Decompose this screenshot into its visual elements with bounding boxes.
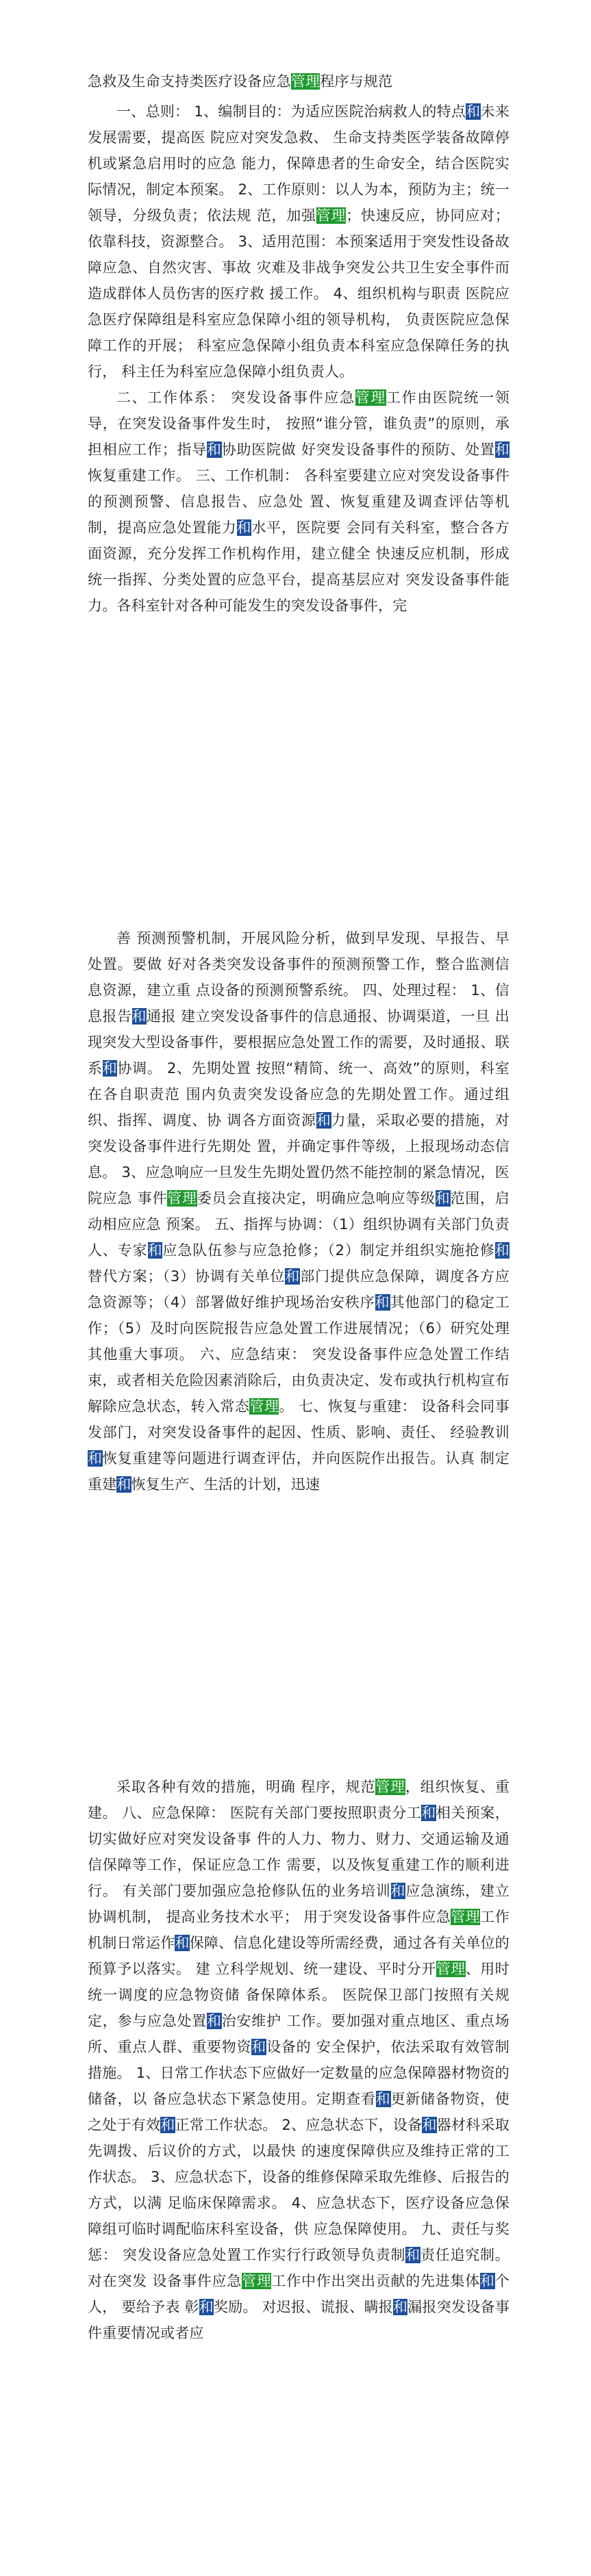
text-run: 善 预测预警机制，开展风险分析，做到早发现、早报告、早处置。要做 好对各类突发设备事件的预测预警工作，整合监测信息资源，建立重 点设备的预测预警系统。 四、处理过程： 1、信息报告 bbox=[88, 930, 510, 1025]
keyword-highlight-blue: 和 bbox=[390, 1883, 406, 1899]
keyword-highlight-green: 管理 bbox=[375, 1779, 405, 1795]
page-2-body bbox=[88, 925, 510, 1497]
keyword-highlight-blue: 和 bbox=[422, 2117, 437, 2133]
keyword-highlight-blue: 和 bbox=[131, 1008, 147, 1025]
keyword-highlight-blue: 和 bbox=[199, 2299, 214, 2315]
text-run: 更新储备物资，使之处于有效 bbox=[88, 2091, 510, 2133]
keyword-highlight-blue: 和 bbox=[316, 1112, 331, 1129]
keyword-highlight-blue: 和 bbox=[251, 2039, 267, 2055]
text-run: 范围，启动相应应急 预案。 五、指挥与协调：（1）组织协调有关部门负责人、专家 bbox=[88, 1190, 510, 1259]
text-run: ，组织恢复、重建。 八、应急保障： 医院有关部门要按照职责分工 bbox=[88, 1779, 510, 1821]
text-run: 程序与规范 bbox=[320, 73, 393, 90]
keyword-highlight-blue: 和 bbox=[236, 519, 252, 536]
document-title bbox=[88, 68, 510, 94]
page-1-body bbox=[88, 99, 510, 619]
text-run: 责任追究制。 对在突发 设备事件应急 bbox=[88, 2247, 510, 2289]
keyword-highlight-blue: 和 bbox=[480, 2273, 495, 2289]
text-run: 应急演练，建立协调机制， 提高业务技术水平； 用于突发设备事件应急 bbox=[88, 1883, 510, 1925]
page-3-body bbox=[88, 1774, 510, 2346]
text-run: 替代方案；（3）协调有关单位 bbox=[88, 1268, 286, 1285]
keyword-highlight-green: 管理 bbox=[167, 1190, 197, 1207]
keyword-highlight-green: 管理 bbox=[249, 1398, 279, 1415]
document-page-2 bbox=[88, 925, 510, 1497]
text-run: 工作由医院统一领导，在突发设备事件发生时， 按照“谁分管，谁负责”的原则，承担相应工作；指导 bbox=[88, 389, 510, 458]
keyword-highlight-blue: 和 bbox=[421, 1805, 436, 1821]
keyword-highlight-blue: 和 bbox=[494, 441, 510, 458]
keyword-highlight-blue: 和 bbox=[160, 2117, 175, 2133]
text-run: 保障、信息化建设等所需经费，通过各有关单位的预算予以落实。 建 立科学规划、统一建设、平时分开 bbox=[88, 1935, 510, 1977]
keyword-highlight-blue: 和 bbox=[88, 1450, 103, 1467]
keyword-highlight-blue: 和 bbox=[405, 2247, 421, 2263]
paragraph bbox=[88, 925, 510, 1497]
text-run: 器材科采取先调拨、后议价的方式，以最快 的速度保障供应及维持正常的工作状态。 3、应急状态下，设备的维修保障采取先维修、后报告的方式，以满 足临床保障需求。 4、应急状态下，医疗设备应急保障组可临时调配临床科室设备，供 应急保障使用。 九、责任与奖惩： 突发设备应急处置工作实行行政领导负责制 bbox=[88, 2117, 510, 2263]
text-run: 恢复生产、生活的计划，迅速 bbox=[131, 1476, 320, 1493]
keyword-highlight-blue: 和 bbox=[102, 1060, 118, 1077]
text-run: 急救及生命支持类医疗设备应急 bbox=[88, 73, 291, 90]
keyword-highlight-blue: 和 bbox=[147, 1242, 163, 1259]
text-run: 设备的 安全保护，依法采取有效管制措施。 1、日常工作状态下应做好一定数量的应急保障器材物资的储备，以 备应急状态下紧急使用。定期查看 bbox=[88, 2039, 510, 2107]
text-run: 工作中作出突出贡献的先进集体 bbox=[271, 2273, 481, 2289]
document-page-1 bbox=[88, 68, 510, 619]
text-run: 正常工作状态。 2、应急状态下，设备 bbox=[175, 2117, 423, 2133]
keyword-highlight-blue: 和 bbox=[175, 1935, 190, 1951]
text-run: 应急队伍参与应急抢修；（2）制定并组织实施抢修 bbox=[162, 1242, 495, 1259]
keyword-highlight-blue: 和 bbox=[375, 2091, 391, 2107]
text-run: 治安维护 工作。要加强对重点地区、重点场所、重点人群、重要物资 bbox=[88, 2013, 510, 2055]
keyword-highlight-blue: 和 bbox=[207, 2013, 222, 2029]
keyword-highlight-blue: 和 bbox=[207, 441, 222, 458]
text-run: 个人， 要给予表 彰 bbox=[88, 2273, 510, 2315]
text-run: 二、工作体系： 突发设备事件应急 bbox=[116, 389, 355, 406]
keyword-highlight-green: 管理 bbox=[451, 1909, 481, 1925]
document-page-3 bbox=[88, 1774, 510, 2346]
text-run: 恢复重建等问题进行调查评估，并向医院作出报告。认真 制定重建 bbox=[88, 1450, 510, 1493]
text-run: 协调。 2、先期处置 按照“精简、统一、高效”的原则，科室在各自职责范 围内负责突发设备应急的先期处置工作。通过组织、指挥、调度、协 调各方面资源 bbox=[88, 1060, 510, 1129]
text-run: 漏报突发设备事件重要情况或者应 bbox=[88, 2299, 510, 2341]
paragraph bbox=[88, 99, 510, 385]
text-run: 采取各种有效的措施，明确 程序，规范 bbox=[116, 1779, 376, 1795]
keyword-highlight-blue: 和 bbox=[466, 103, 481, 120]
keyword-highlight-blue: 和 bbox=[494, 1242, 510, 1259]
text-run: 部门提供应急保障，调度各方应急资源等；（4）部署做好维护现场治安秩序 bbox=[88, 1268, 510, 1311]
keyword-highlight-green: 管理 bbox=[316, 207, 347, 224]
paragraph bbox=[88, 1774, 510, 2346]
text-run: 委员会直接决定，明确应急响应等级 bbox=[197, 1190, 436, 1207]
keyword-highlight-blue: 和 bbox=[116, 1476, 131, 1493]
text-run: 协助医院做 好突发设备事件的预防、处置 bbox=[221, 441, 495, 458]
text-run: ；快速反应，协同应对；依靠科技，资源整合。 3、适用范围：本预案适用于突发性设备故障应急、自然灾害、事故 灾难及非战争突发公共卫生安全事件而造成群体人员伤害的医疗救 援工作。 4、组织机构与职责 医院应急医疗保障组是科室应急保障小组的领导机构， 负责医院应急保障工作的开展； 科室应急保障小组负责本科室应急保障任务的执行， 科主任为科室应急保障小组负责人。 bbox=[88, 207, 510, 380]
text-run: 、用时统一调度的应急物资储 备保障体系。 医院保卫部门按照有关规定，参与应急处置 bbox=[88, 1961, 510, 2029]
keyword-highlight-blue: 和 bbox=[375, 1294, 390, 1311]
text-run: 恢复重建工作。 三、工作机制： 各科室要建立应对突发设备事件的预测预警、信息报告、应急处 置、恢复重建及调查评估等机制，提高应急处置能力 bbox=[88, 467, 510, 536]
text-run: 相关预案， 切实做好应对突发设备事 件的人力、物力、财力、交通运输及通信保障等工作，保证应急工作 需要，以及恢复重建工作的顺利进行。 有关部门要加强应急抢修队伍的业务培训 bbox=[88, 1805, 510, 1899]
text-run: 其他部门的稳定工作；（5）及时向医院报告应急处置工作进展情况；（6）研究处理其他重大事项。 六、应急结束： 突发设备事件应急处置工作结束，或者相关危险因素消除后，由负责决定、发布或执行机构宣布解除应急状态，转入常态 bbox=[88, 1294, 510, 1415]
keyword-highlight-green: 管理 bbox=[436, 1961, 466, 1977]
keyword-highlight-green: 管理 bbox=[241, 2273, 272, 2289]
text-run: 奖励。 对迟报、谎报、瞒报 bbox=[213, 2299, 393, 2315]
text-run: 工作机制日常运作 bbox=[88, 1909, 510, 1951]
keyword-highlight-blue: 和 bbox=[435, 1190, 451, 1207]
keyword-highlight-green: 管理 bbox=[290, 73, 320, 90]
text-run: 力量，采取必要的措施，对突发设备事件进行先期处 置，并确定事件等级，上报现场动态信息。 3、应急响应一旦发生先期处置仍然不能控制的紧急情况，医院应急 事件 bbox=[88, 1112, 510, 1207]
keyword-highlight-blue: 和 bbox=[285, 1268, 301, 1285]
text-run: 通报 建立突发设备事件的信息通报、协调渠道，一旦 出现突发大型设备事件，要根据应急处置工作的需要，及时通报、联 系 bbox=[88, 1008, 510, 1077]
keyword-highlight-blue: 和 bbox=[393, 2299, 408, 2315]
keyword-highlight-green: 管理 bbox=[355, 389, 386, 406]
text-run: 水平，医院要 会同有关科室，整合各方面资源，充分发挥工作机构作用，建立健全 快速反应机制，形成统一指挥、分类处置的应急平台，提高基层应对 突发设备事件能力。各科室针对各种可能发生的突发设备事件，完 bbox=[88, 519, 510, 614]
text-run: 未来发展需要，提高医 院应对突发急救、 生命支持类医学装备故障停机或紧急启用时的应急 能力，保障患者的生命安全，结合医院实际情况，制定本预案。 2、工作原则：以人为本，预防为主；统一领导，分级负责；依法规 范，加强 bbox=[88, 103, 510, 224]
text-run: 。 七、恢复与重建： 设备科会同事发部门，对突发设备事件的起因、性质、影响、责任、 经验教训 bbox=[88, 1398, 510, 1441]
paragraph bbox=[88, 385, 510, 619]
text-run: 一、总则： 1、编制目的：为适应医院治病救人的特点 bbox=[116, 103, 466, 120]
